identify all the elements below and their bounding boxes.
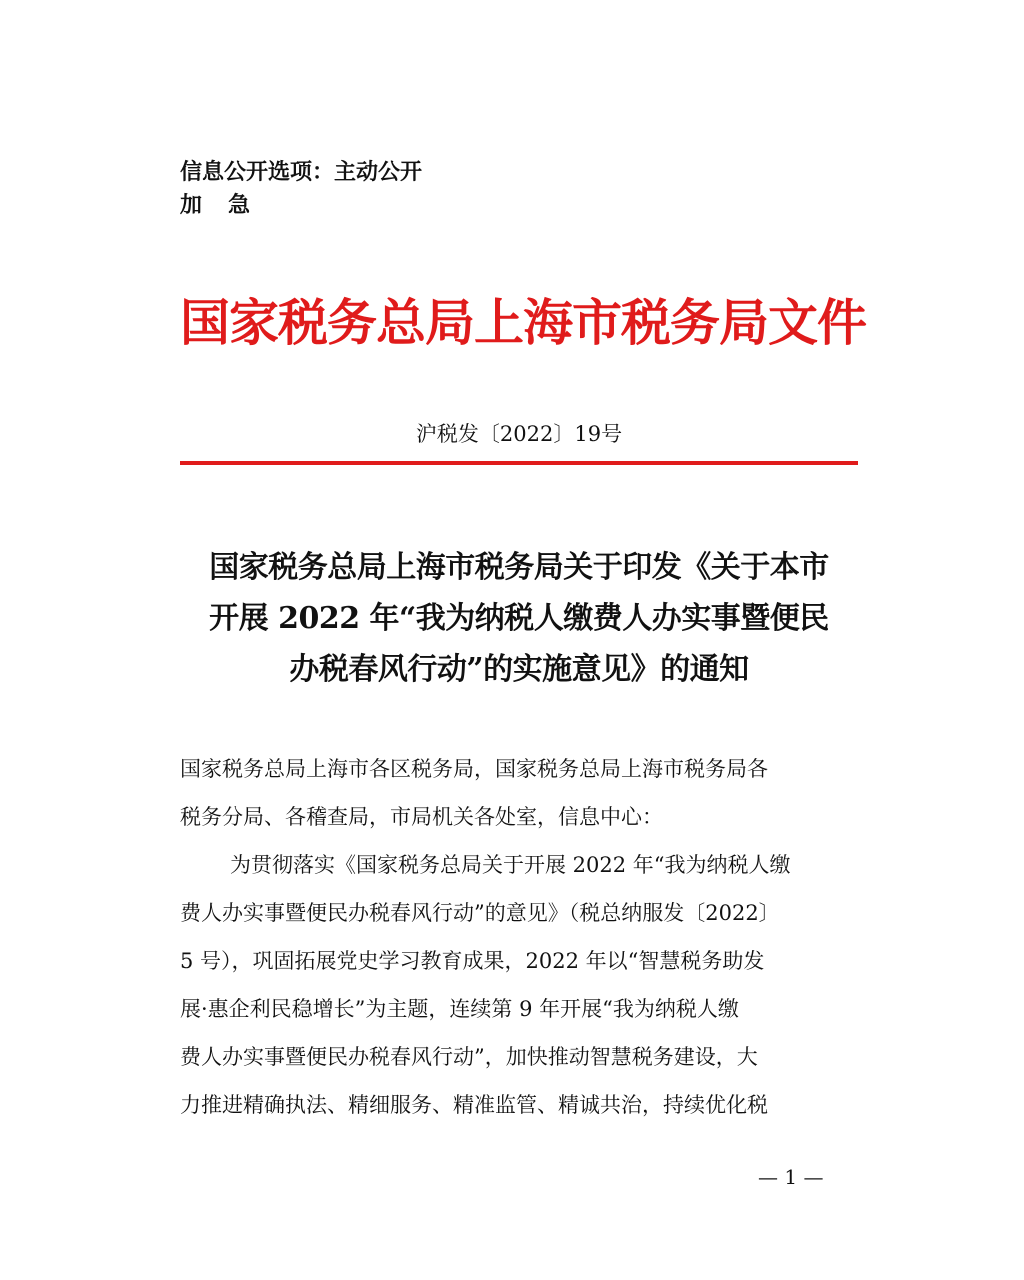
title-line: 国家税务总局上海市税务局关于印发《关于本市 [209, 550, 829, 585]
recipients-line: 国家税务总局上海市各区税务局，国家税务总局上海市税务局各 [180, 757, 768, 781]
paragraph-line: 费人办实事暨便民办税春风行动”的意见》（税总纳服发〔2022〕 [180, 901, 780, 925]
page-number: — 1 — [758, 1165, 824, 1189]
document-header-title: 国家税务总局上海市税务局文件 [180, 293, 866, 352]
title-line: 开展 2022 年“我为纳税人缴费人办实事暨便民 [209, 601, 829, 636]
title-line: 办税春风行动”的实施意见》的通知 [289, 652, 749, 687]
red-divider-line [180, 461, 858, 465]
paragraph-line: 5 号），巩固拓展党史学习教育成果，2022 年以“智慧税务助发 [180, 949, 765, 973]
notice-title [180, 542, 858, 695]
urgency-char-2: 急 [228, 193, 251, 218]
paragraph-line: 展·惠企利民稳增长”为主题，连续第 9 年开展“我为纳税人缴 [180, 997, 739, 1021]
urgency-label [180, 190, 250, 222]
document-body [180, 745, 858, 1129]
paragraph-line: 费人办实事暨便民办税春风行动”，加快推动智慧税务建设，大 [180, 1045, 758, 1069]
paragraph-line: 力推进精确执法、精细服务、精准监管、精诚共治，持续优化税 [180, 1093, 768, 1117]
info-disclosure-option: 信息公开选项：主动公开 [180, 160, 423, 185]
urgency-char-1: 加 [180, 193, 203, 218]
recipients-line: 税务分局、各稽查局，市局机关各处室，信息中心： [180, 805, 663, 829]
document-number: 沪税发〔2022〕19号 [415, 422, 623, 446]
paragraph-line: 为贯彻落实《国家税务总局关于开展 2022 年“我为纳税人缴 [230, 853, 791, 877]
